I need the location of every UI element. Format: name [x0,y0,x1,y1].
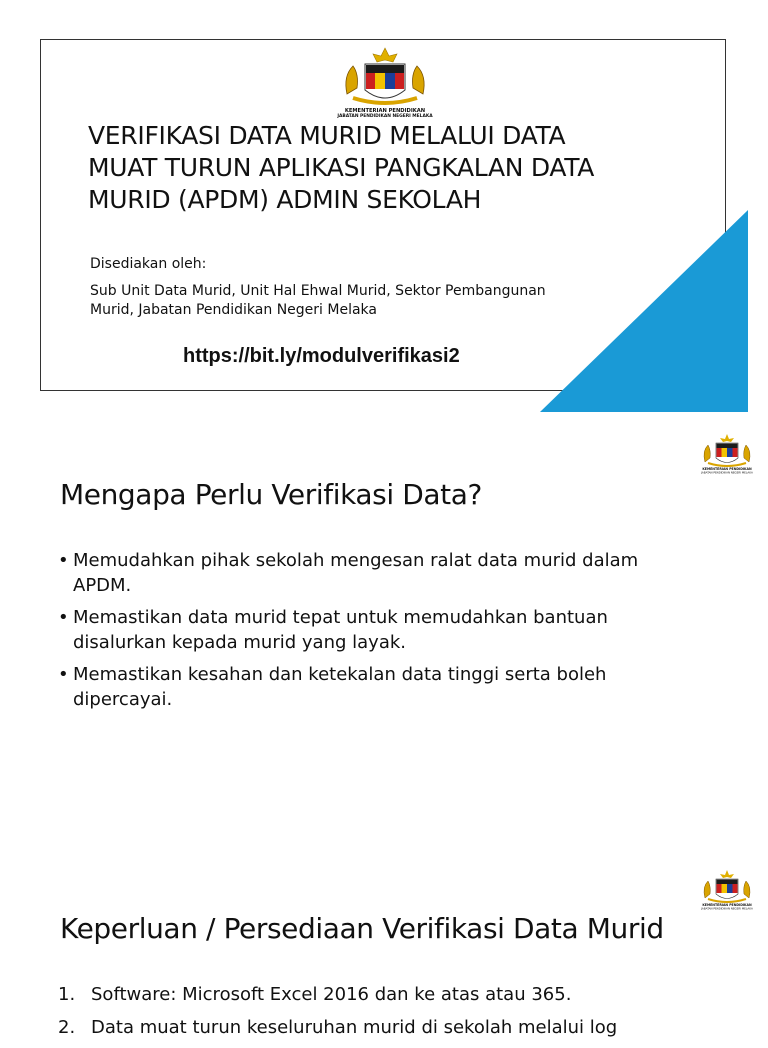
title-line-1: VERIFIKASI DATA MURID MELALUI DATA [88,121,566,150]
list-item: • Memastikan kesahan dan ketekalan data tinggi serta boleh dipercayai. [58,663,698,712]
requirements-list [58,983,738,1048]
crest-caption-line2: JABATAN PENDIDIKAN NEGERI MELAKA [337,114,433,118]
item-number: 2. [58,1016,76,1038]
prepared-by-text: Sub Unit Data Murid, Unit Hal Ehwal Murid, Sektor Pembangunan Murid, Jabatan Pendidikan Negeri Melaka [90,283,546,318]
item-number: 1. [58,984,76,1005]
list-item [58,983,738,1008]
list-item: • Memudahkan pihak sekolah mengesan ralat data murid dalam APDM. [58,549,698,598]
title-slide [0,0,768,420]
list-item: • Memastikan data murid tepat untuk memudahkan bantuan disalurkan kepada murid yang layak. [58,606,698,655]
coat-of-arms-logo [333,44,437,118]
item-text: Software: Microsoft Excel 2016 dan ke atas atau 365. [91,984,572,1005]
title-line-3: MURID (APDM) ADMIN SEKOLAH [88,185,482,214]
coat-of-arms-logo-small [696,868,758,910]
item-text: Data muat turun keseluruhan murid di sekolah melalui log [91,1016,618,1038]
list-item [58,1016,738,1041]
reasons-list [58,549,698,720]
crest-caption-line2: JABATAN PENDIDIKAN NEGERI MELAKA [701,906,753,910]
module-link[interactable]: https://bit.ly/modulverifikasi2 [183,345,460,367]
title-line-2: MUAT TURUN APLIKASI PANGKALAN DATA [88,153,595,182]
prepared-by-label: Disediakan oleh: [90,256,207,272]
accent-triangle-shape [540,210,748,412]
crest-caption-line1: KEMENTERIAN PENDIDIKAN [344,108,426,114]
crest-caption-line1: KEMENTERIAN PENDIDIKAN [702,903,752,907]
slide-title [88,120,678,216]
coat-of-arms-logo-small [696,432,758,474]
slide3-heading: Keperluan / Persediaan Verifikasi Data Murid [60,912,664,945]
accent-triangle [540,210,748,412]
crest-caption-line1: KEMENTERIAN PENDIDIKAN [702,467,752,471]
crest-caption-line2: JABATAN PENDIDIKAN NEGERI MELAKA [701,470,753,474]
slide2-heading: Mengapa Perlu Verifikasi Data? [60,478,482,511]
